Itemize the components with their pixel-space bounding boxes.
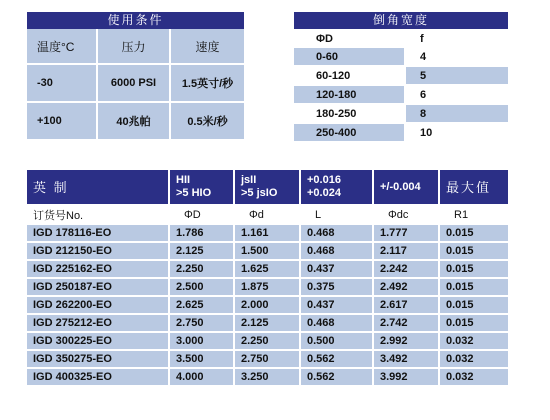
L-cell: 0.468 [301,225,374,243]
D-cell: 2.500 [170,279,235,297]
chamfer-cell-f: 5 [404,67,508,86]
conditions-header-pressure: 压力 [98,29,171,65]
chamfer-cell-f: 10 [404,124,508,143]
order-no-cell: IGD 225162-EO [27,261,170,279]
L-cell: 0.500 [301,333,374,351]
specs-header-row [27,170,508,206]
chamfer-table [294,12,508,143]
specs-header-tolerance-l-line1: +0.016 [307,174,341,186]
specs-subheader-R1: R1 [440,206,508,225]
order-no-cell: IGD 400325-EO [27,369,170,387]
L-cell: 0.468 [301,315,374,333]
conditions-cell-pressure: 6000 PSI [98,65,171,103]
R1-cell: 0.032 [440,369,508,387]
chamfer-header-f: f [404,29,508,48]
chamfer-cell-range: 180-250 [294,105,404,124]
chamfer-cell-range: 120-180 [294,86,404,105]
chamfer-row [294,67,508,86]
d-cell: 1.625 [235,261,301,279]
dc-cell: 2.492 [374,279,440,297]
specs-header-tolerance-h-line1: HII [176,174,191,186]
chamfer-cell-range: 0-60 [294,48,404,67]
order-no-cell: IGD 350275-EO [27,351,170,369]
chamfer-row [294,124,508,143]
specs-header-tolerance-js [235,170,301,206]
chamfer-cell-f: 4 [404,48,508,67]
conditions-cell-speed: 0.5米/秒 [171,103,244,141]
L-cell: 0.375 [301,279,374,297]
conditions-row [27,65,244,103]
L-cell: 0.437 [301,261,374,279]
specs-subheader-row [27,206,508,225]
table-row [27,369,508,387]
R1-cell: 0.015 [440,279,508,297]
specs-header-tolerance-js-line2: >5 jsIO [241,187,278,199]
table-row [27,333,508,351]
D-cell: 3.500 [170,351,235,369]
chamfer-title: 倒角宽度 [294,12,508,29]
dc-cell: 2.117 [374,243,440,261]
d-cell: 1.161 [235,225,301,243]
conditions-header-row [27,29,244,65]
table-row [27,225,508,243]
dc-cell: 3.992 [374,369,440,387]
dc-cell: 2.742 [374,315,440,333]
dc-cell: 2.617 [374,297,440,315]
D-cell: 2.625 [170,297,235,315]
conditions-cell-temperature: -30 [27,65,98,103]
L-cell: 0.468 [301,243,374,261]
chamfer-cell-range: 250-400 [294,124,404,143]
specs-header-tolerance-l-line2: +0.024 [307,187,341,199]
specs-header-tolerance-js-line1: jsII [241,174,257,186]
D-cell: 1.786 [170,225,235,243]
conditions-cell-temperature: +100 [27,103,98,141]
specs-header-tolerance-h-line2: >5 HIO [176,187,212,199]
specs-header-tolerance-l [301,170,374,206]
table-row [27,315,508,333]
L-cell: 0.437 [301,297,374,315]
chamfer-row [294,48,508,67]
conditions-header-speed: 速度 [171,29,244,65]
chamfer-cell-f: 6 [404,86,508,105]
table-row [27,351,508,369]
d-cell: 2.000 [235,297,301,315]
chamfer-cell-f: 8 [404,105,508,124]
specs-subheader-L: L [301,206,374,225]
R1-cell: 0.015 [440,261,508,279]
specs-subheader-dc: Φdc [374,206,440,225]
d-cell: 2.250 [235,333,301,351]
order-no-cell: IGD 300225-EO [27,333,170,351]
dc-cell: 1.777 [374,225,440,243]
d-cell: 1.875 [235,279,301,297]
specs-header-imperial: 英 制 [27,170,170,206]
dc-cell: 3.492 [374,351,440,369]
chamfer-cell-range: 60-120 [294,67,404,86]
R1-cell: 0.032 [440,351,508,369]
order-no-cell: IGD 212150-EO [27,243,170,261]
d-cell: 2.125 [235,315,301,333]
dc-cell: 2.242 [374,261,440,279]
conditions-header-temperature: 温度°C [27,29,98,65]
table-row [27,279,508,297]
D-cell: 2.125 [170,243,235,261]
L-cell: 0.562 [301,351,374,369]
D-cell: 2.750 [170,315,235,333]
d-cell: 3.250 [235,369,301,387]
D-cell: 4.000 [170,369,235,387]
order-no-cell: IGD 262200-EO [27,297,170,315]
specs-header-tolerance-dc: +/-0.004 [374,170,440,206]
conditions-cell-pressure: 40兆帕 [98,103,171,141]
specs-subheader-D: ΦD [170,206,235,225]
R1-cell: 0.015 [440,297,508,315]
specs-subheader-order-no: 订货号No. [27,206,170,225]
d-cell: 1.500 [235,243,301,261]
R1-cell: 0.015 [440,225,508,243]
R1-cell: 0.032 [440,333,508,351]
conditions-title: 使用条件 [27,12,244,29]
specs-subheader-d: Φd [235,206,301,225]
R1-cell: 0.015 [440,315,508,333]
d-cell: 2.750 [235,351,301,369]
dc-cell: 2.992 [374,333,440,351]
D-cell: 3.000 [170,333,235,351]
table-row [27,243,508,261]
table-row [27,261,508,279]
conditions-cell-speed: 1.5英寸/秒 [171,65,244,103]
R1-cell: 0.015 [440,243,508,261]
order-no-cell: IGD 275212-EO [27,315,170,333]
chamfer-row [294,105,508,124]
specs-header-max: 最大值 [440,170,508,206]
order-no-cell: IGD 250187-EO [27,279,170,297]
D-cell: 2.250 [170,261,235,279]
conditions-row [27,103,244,141]
chamfer-header-diameter: ΦD [294,29,404,48]
table-row [27,297,508,315]
chamfer-header-row [294,29,508,48]
conditions-table [27,12,244,141]
specs-header-tolerance-h [170,170,235,206]
specs-table [27,170,508,387]
L-cell: 0.562 [301,369,374,387]
chamfer-row [294,86,508,105]
order-no-cell: IGD 178116-EO [27,225,170,243]
